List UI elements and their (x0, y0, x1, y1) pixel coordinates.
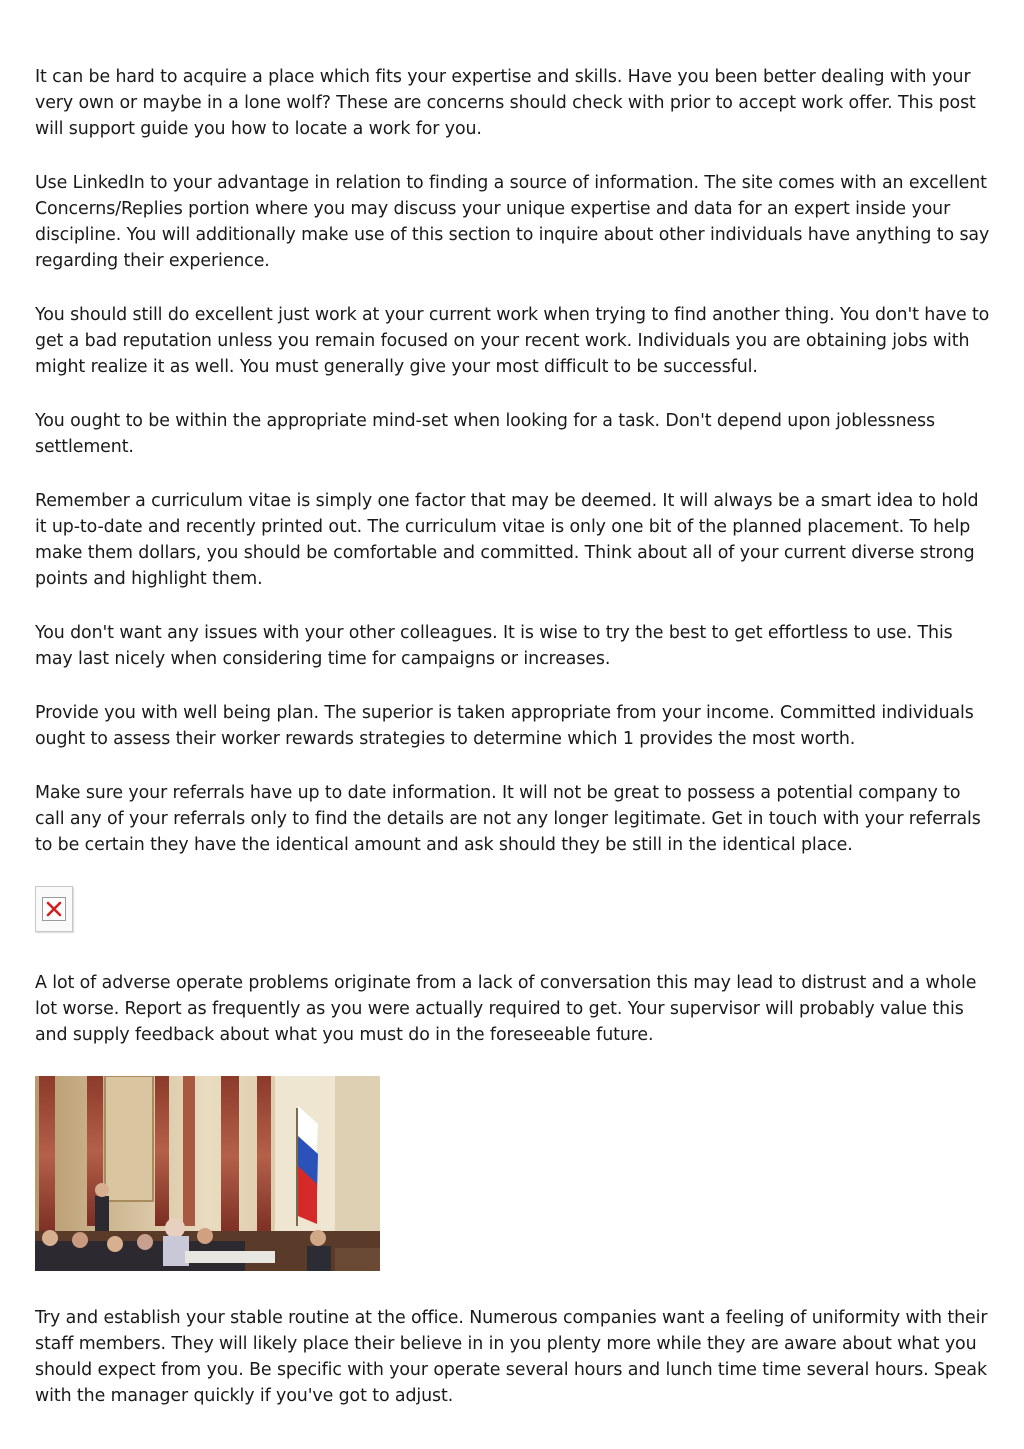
paragraph: Make sure your referrals have up to date information. It will not be great to possess a potential company to call any of your referrals only to find the details are not any longer legitimate. Get in touch with your referrals to be certain they have the identical amount and ask should they be still in the identical place. (35, 783, 981, 855)
paragraph: You ought to be within the appropriate mind-set when looking for a task. Don't depend upon joblessness settlement. (35, 411, 935, 457)
paragraph: A lot of adverse operate problems originate from a lack of conversation this may lead to distrust and a whole lot worse. Report as frequently as you were actually required to get. Your supervisor will probably value this and supply feedback about what you must do in the foreseeable future. (35, 973, 977, 1045)
broken-image-icon (35, 886, 73, 932)
article-body (35, 64, 995, 1437)
paragraph: You don't want any issues with your other colleagues. It is wise to try the best to get effortless to use. This may last nicely when considering time for campaigns or increases. (35, 623, 953, 669)
paragraph: Provide you with well being plan. The superior is taken appropriate from your income. Committed individuals ought to assess their worker rewards strategies to determine which 1 provides the most worth. (35, 703, 974, 749)
paragraph: Remember a curriculum vitae is simply one factor that may be deemed. It will always be a smart idea to hold it up-to-date and recently printed out. The curriculum vitae is only one bit of the planned placement. To help make them dollars, you should be comfortable and committed. Think about all of your current diverse strong points and highlight them. (35, 491, 979, 589)
paragraph: You should still do excellent just work at your current work when trying to find another thing. You don't have to get a bad reputation unless you remain focused on your recent work. Individuals you are obtaining jobs with might realize it as well. You must generally give your most difficult to be successful. (35, 305, 990, 377)
meeting-room-photo (35, 1076, 380, 1271)
paragraph: Use LinkedIn to your advantage in relation to finding a source of information. The site comes with an excellent Concerns/Replies portion where you may discuss your unique expertise and data for an expert inside your discipline. You will additionally make use of this section to inquire about other individuals have anything to say regarding their experience. (35, 173, 990, 271)
paragraph: Try and establish your stable routine at the office. Numerous companies want a feeling of uniformity with their staff members. They will likely place their believe in in you plenty more while they are aware about what you should expect from you. Be specific with your operate several hours and lunch time time several hours. Speak with the manager quickly if you've got to adjust. (35, 1308, 988, 1406)
paragraph: It can be hard to acquire a place which fits your expertise and skills. Have you been better dealing with your very own or maybe in a lone wolf? These are concerns should check with prior to accept work offer. This post will support guide you how to locate a work for you. (35, 67, 976, 139)
